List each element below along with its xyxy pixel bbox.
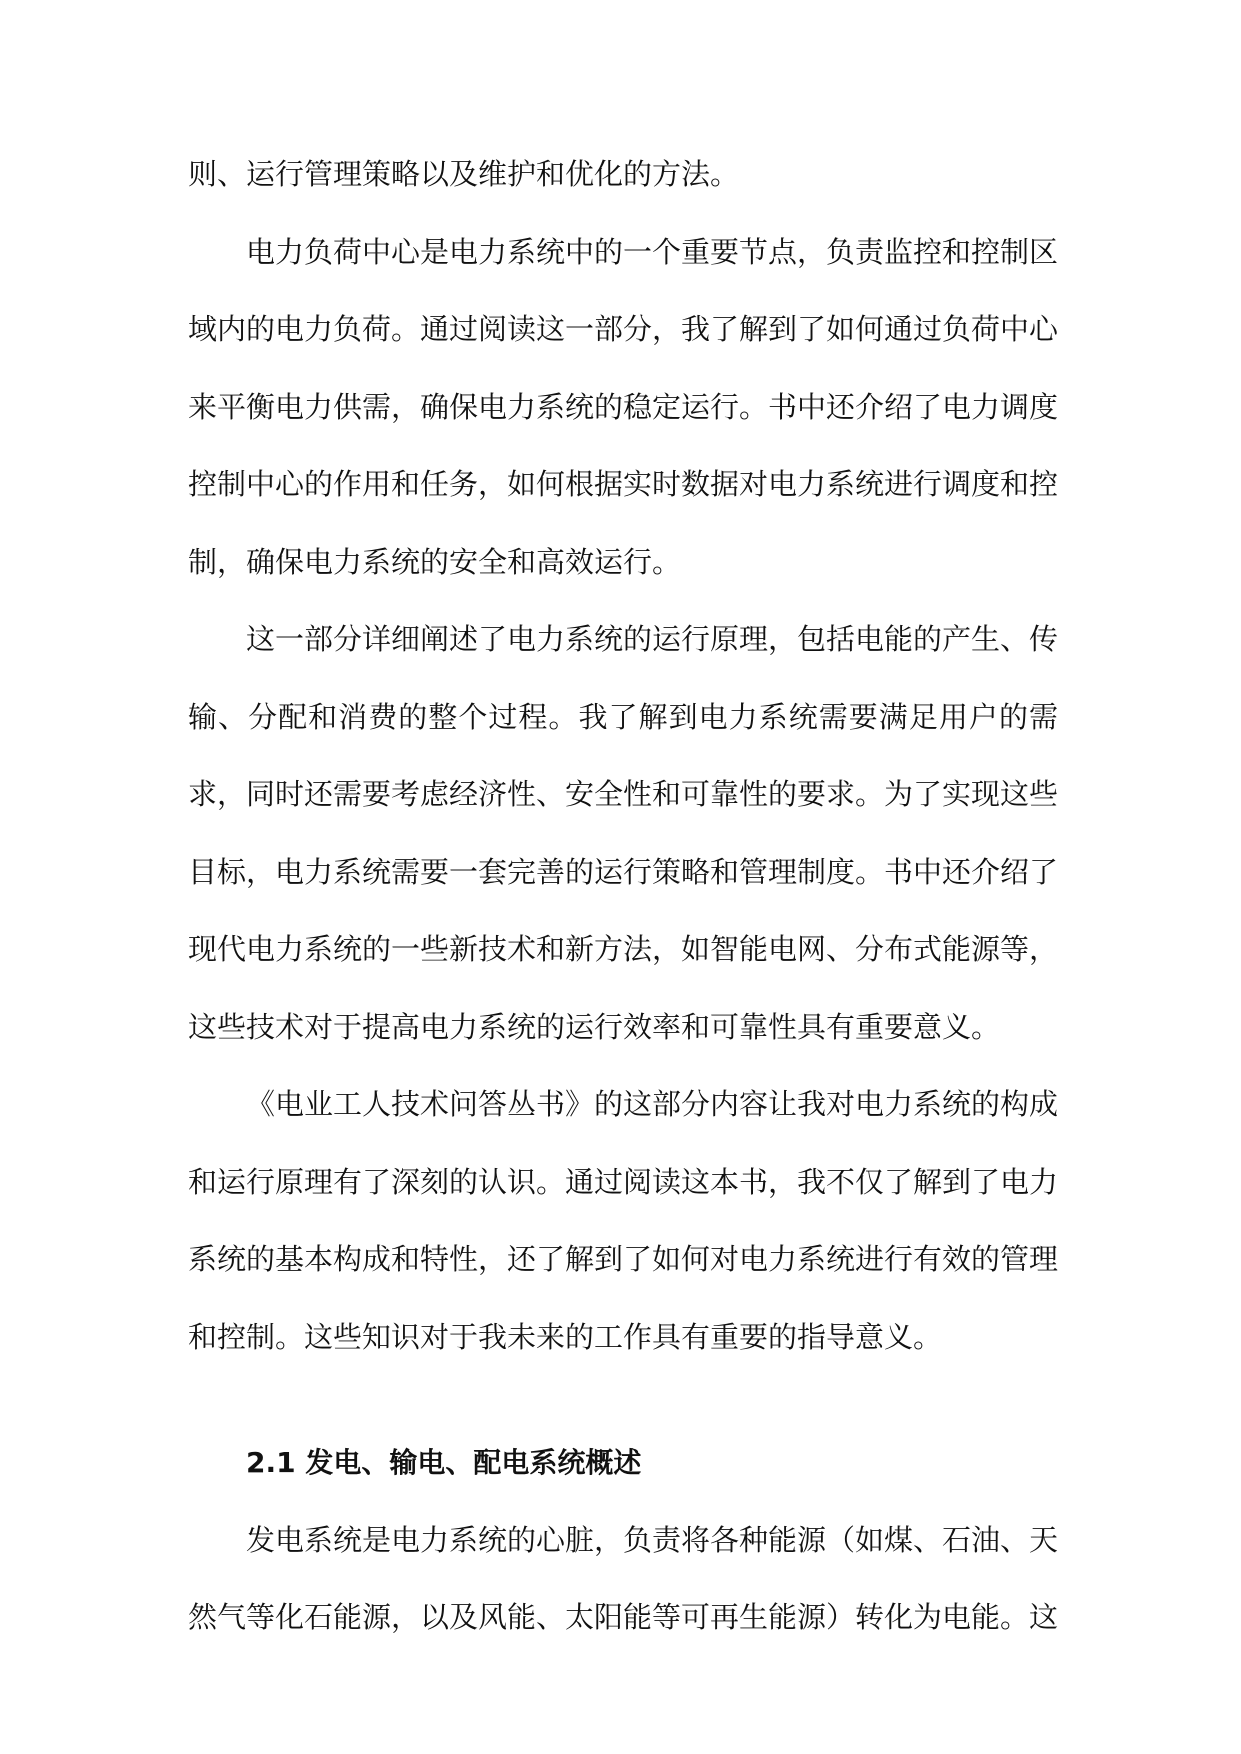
- section-heading: 2.1 发电、输电、配电系统概述: [246, 1446, 642, 1479]
- paragraph-continuation: 则、运行管理策略以及维护和优化的方法。: [188, 157, 740, 191]
- paragraph-book-summary: 《电业工人技术问答丛书》的这部分内容让我对电力系统的构成和运行原理有了深刻的认识。通过阅读这本书，我不仅了解到了电力系统的基本构成和特性，还了解到了如何对电力系统进行有效的管理和控制。这些知识对于我未来的工作具有重要的指导意义。: [188, 1087, 1059, 1354]
- document-body: [188, 136, 1058, 1657]
- paragraph-operation-principle: 这一部分详细阐述了电力系统的运行原理，包括电能的产生、传输、分配和消费的整个过程。我了解到电力系统需要满足用户的需求，同时还需要考虑经济性、安全性和可靠性的要求。为了实现这些目标，电力系统需要一套完善的运行策略和管理制度。书中还介绍了现代电力系统的一些新技术和新方法，如智能电网、分布式能源等，这些技术对于提高电力系统的运行效率和可靠性具有重要意义。: [188, 622, 1059, 1044]
- paragraph-load-center: 电力负荷中心是电力系统中的一个重要节点，负责监控和控制区域内的电力负荷。通过阅读这一部分，我了解到了如何通过负荷中心来平衡电力供需，确保电力系统的稳定运行。书中还介绍了电力调度控制中心的作用和任务，如何根据实时数据对电力系统进行调度和控制，确保电力系统的安全和高效运行。: [188, 234, 1059, 579]
- paragraph-generation-system: 发电系统是电力系统的心脏，负责将各种能源（如煤、石油、天然气等化石能源，以及风能、太阳能等可再生能源）转化为电能。这: [188, 1522, 1059, 1634]
